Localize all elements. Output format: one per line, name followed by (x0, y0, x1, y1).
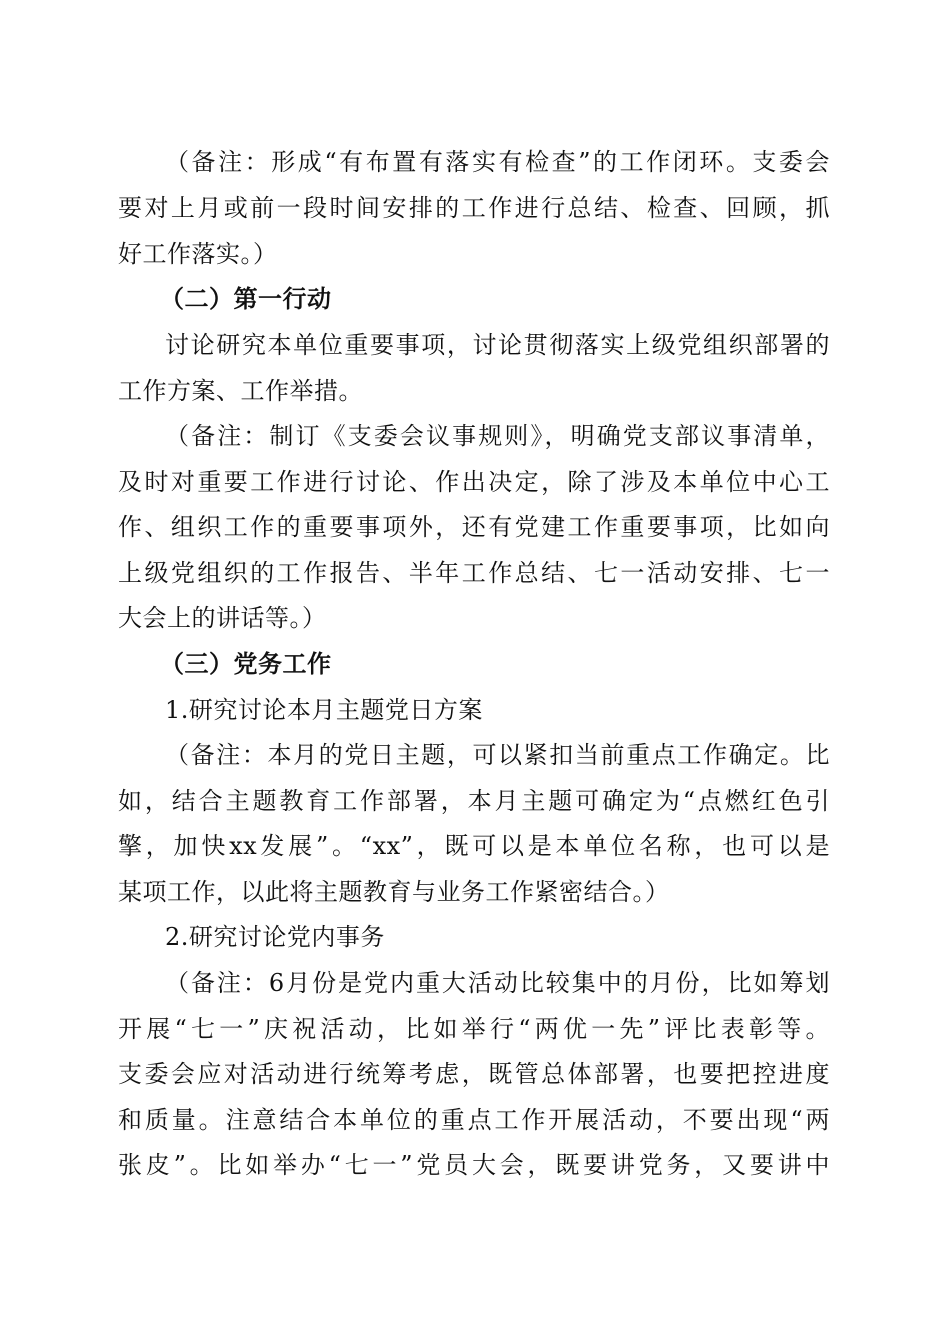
paragraph-line-23: 张皮”。比如举办“七一”党员大会，既要讲党务，又要讲中 (118, 1151, 830, 1179)
paragraph-line-3: 好工作落实。） (118, 240, 278, 268)
paragraph-line-15: 如，结合主题教育工作部署，本月主题可确定为“点燃红色引 (118, 787, 830, 815)
paragraph-line-19: （备注：6月份是党内重大活动比较集中的月份，比如筹划 (165, 969, 830, 997)
section-heading-3: （三）党务工作 (160, 649, 332, 678)
paragraph-line-8: 及时对重要工作进行讨论、作出决定，除了涉及本单位中心工 (118, 468, 830, 496)
paragraph-line-10: 上级党组织的工作报告、半年工作总结、七一活动安排、七一 (118, 559, 830, 587)
paragraph-line-22: 和质量。注意结合本单位的重点工作开展活动，不要出现“两 (118, 1106, 830, 1134)
paragraph-line-5: 讨论研究本单位重要事项，讨论贯彻落实上级党组织部署的 (165, 331, 830, 359)
paragraph-line-11: 大会上的讲话等。） (118, 604, 327, 632)
section-heading-2: （二）第一行动 (160, 284, 332, 313)
paragraph-line-20: 开展“七一”庆祝活动，比如举行“两优一先”评比表彰等。 (118, 1015, 830, 1043)
paragraph-line-17: 某项工作，以此将主题教育与业务工作紧密结合。） (118, 878, 670, 906)
paragraph-line-7: （备注：制订《支委会议事规则》，明确党支部议事清单， (165, 422, 830, 450)
paragraph-line-14: （备注：本月的党日主题，可以紧扣当前重点工作确定。比 (165, 741, 830, 769)
paragraph-line-1: （备注：形成“有布置有落实有检查”的工作闭环。支委会 (165, 148, 830, 176)
paragraph-line-6: 工作方案、工作举措。 (118, 377, 363, 405)
paragraph-line-16: 擎，加快xx发展”。“xx”，既可以是本单位名称，也可以是 (118, 832, 830, 860)
list-item-1: 1.研究讨论本月主题党日方案 (165, 696, 483, 724)
list-item-2: 2.研究讨论党内事务 (165, 923, 385, 951)
paragraph-line-2: 要对上月或前一段时间安排的工作进行总结、检查、回顾，抓 (118, 194, 830, 222)
paragraph-line-21: 支委会应对活动进行统筹考虑，既管总体部署，也要把控进度 (118, 1060, 830, 1088)
paragraph-line-9: 作、组织工作的重要事项外，还有党建工作重要事项，比如向 (118, 513, 830, 541)
